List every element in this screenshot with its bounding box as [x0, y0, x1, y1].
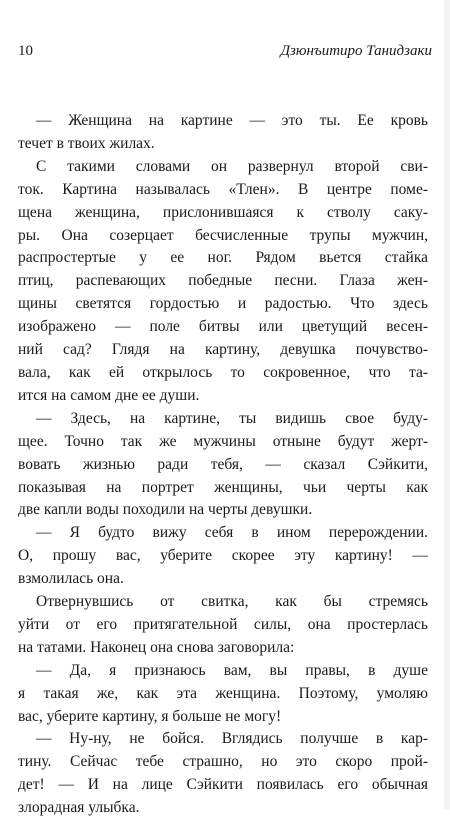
text-line: уйти от его притягательной силы, она простерлась [18, 615, 428, 633]
text-line: щена женщина, прислонившаяся к стволу саку- [18, 203, 428, 221]
text-line: распростертые у ее ног. Рядом вьется стайка [18, 249, 428, 267]
page-edge-shadow [444, 0, 450, 810]
paragraph [18, 591, 428, 660]
text-line: Отвернувшись от свитка, как бы стремясь [36, 593, 428, 611]
paragraph [18, 522, 428, 591]
text-line: — Да, я признаюсь вам, вы правы, в душе [36, 661, 428, 679]
text-line: вала, как ей открылось то сокровенное, что та- [18, 363, 428, 381]
text-line: — Я будто вижу себя в ином перерождении. [36, 524, 428, 542]
text-line: ток. Картина называлась «Тлен». В центре поме- [18, 180, 428, 198]
text-line: тину. Сейчас тебе страшно, но это скоро прой- [18, 753, 428, 771]
text-line: — Ну-ну, не бойся. Вглядись получше в кар- [36, 730, 428, 748]
paragraph [18, 408, 428, 523]
text-line: на татами. Наконец она снова заговорила: [18, 638, 295, 656]
text-line: дет! — И на лице Сэйкити появилась его обычная [18, 776, 428, 794]
text-line: изображено — поле битвы или цветущий весен- [18, 318, 428, 336]
page-number: 10 [18, 43, 33, 59]
paragraph [18, 110, 428, 156]
text-line: щее. Точно так же мужчины отныне будут жерт- [18, 432, 428, 450]
paragraph [18, 156, 428, 408]
text-line: ры. Она созерцает бесчисленные трупы мужчин, [18, 226, 428, 244]
text-line: я такая же, как эта женщина. Поэтому, умоляю [18, 684, 428, 702]
text-line: птиц, распевающих победные песни. Глаза жен- [18, 272, 428, 290]
text-line: ится на самом дне ее души. [18, 386, 200, 404]
text-line: — Женщина на картине — это ты. Ее кровь [36, 112, 428, 129]
text-line: вовать жизнью ради тебя, — сказал Сэйкити, [18, 455, 428, 473]
text-line: С такими словами он развернул второй сви- [36, 157, 428, 175]
body-text [18, 110, 428, 820]
text-line: злорадная улыбка. [18, 799, 140, 817]
text-line: — Здесь, на картине, ты видишь свое буду- [36, 409, 428, 427]
text-line: взмолилась она. [18, 570, 124, 588]
text-line: вас, уберите картину, я больше не могу! [18, 707, 282, 725]
text-line: течет в твоих жилах. [18, 134, 155, 152]
paragraph [18, 660, 428, 729]
text-line: две капли воды походили на черты девушки. [18, 501, 313, 519]
running-head-author: Дзюнъитиро Танидзаки [280, 43, 432, 59]
text-line: щины светятся гордостью и радостью. Что здесь [18, 295, 428, 313]
text-line: ний сад? Глядя на картину, девушка почувство- [18, 341, 428, 359]
page-header [18, 43, 432, 63]
paragraph [18, 728, 428, 820]
text-line: показывая на портрет женщины, чьи черты как [18, 478, 428, 496]
text-line: О, прошу вас, уберите скорее эту картину! — [18, 547, 428, 565]
